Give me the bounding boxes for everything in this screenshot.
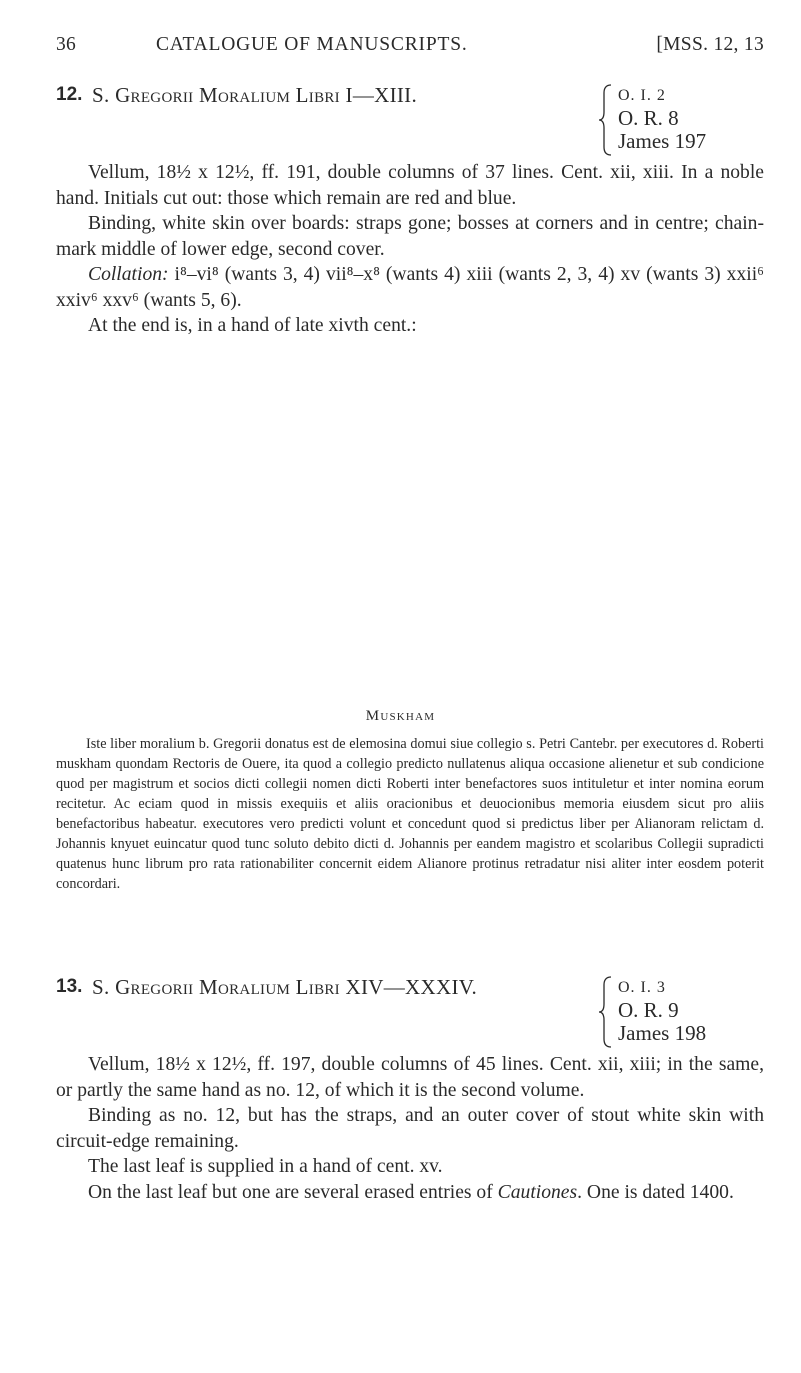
brace-icon xyxy=(598,84,612,156)
shelfmarks xyxy=(618,84,778,153)
brace-icon xyxy=(598,976,612,1048)
entry-13-description xyxy=(56,1052,764,1205)
latin-inscription: Iste liber moralium b. Gregorii donatus est de elemosina domui siue collegio s. Petri Cantebr. per executores d. Roberti muskham quondam Rectoris de Ouere, ita quod a collegio predicto nullatenus aliqua occasione alienetur et sub condicione quod per magistrum et socios dicti collegii nomen dicti Roberti inter benefactores suos intituletur et inter nomina eorum recitetur. Ac eciam quod in missis exequiis et aliis oracionibus et deuocionibus memoria eiusdem sicut pro aliis benefactoribus habeatur. executores vero predicti volunt et concedunt quod si predictus liber per Alianoram relictam d. Johannis knyuet euincatur quod tunc soluto debito dicti d. Johannis per eandem magistro et scolaribus Collegii supradicti quatenus hunc librum pro rata rationabiliter concernit eidem Alianore protinus retradatur nisi aliter inter eosdem poterit concordari. xyxy=(56,736,764,892)
description-paragraph: Vellum, 18½ x 12½, ff. 197, double columns of 45 lines. Cent. xii, xiii; in the same, or partly the same hand as no. 12, of which it is the second volume. xyxy=(56,1054,764,1101)
entry-13-heading xyxy=(56,976,764,1056)
entry-12-description xyxy=(56,160,764,339)
page-number: 36 xyxy=(56,34,77,55)
entry-number: 12. xyxy=(56,84,83,105)
binding-paragraph: Binding, white skin over boards: straps gone; bosses at corners and in centre; chain-mark middle of lower edge, second cover. xyxy=(56,213,764,260)
collation-label: Collation: xyxy=(88,264,169,285)
shelfmark-current: O. R. 8 xyxy=(618,106,679,130)
last-leaf-paragraph: The last leaf is supplied in a hand of cent. xv. xyxy=(88,1156,443,1177)
running-header xyxy=(56,34,764,64)
cautiones-paragraph xyxy=(56,1180,764,1206)
shelfmark-james: James 197 xyxy=(618,129,707,153)
shelfmark-current: O. R. 9 xyxy=(618,998,679,1022)
collation-text: i⁸–vi⁸ (wants 3, 4) vii⁸–x⁸ (wants 4) xiii (wants 2, 3, 4) xv (wants 3) xxii⁶ xxiv⁶ xxv⁶ (wants 5, 6). xyxy=(56,264,764,311)
cautiones-italic: Cautiones xyxy=(497,1181,578,1203)
description-paragraph: Vellum, 18½ x 12½, ff. 191, double columns of 37 lines. Cent. xii, xiii. In a noble hand. Initials cut out: those which remain are red and blue. xyxy=(56,162,764,209)
inscription-heading: Muskham xyxy=(365,708,436,724)
cautiones-text-b: . One is dated 1400. xyxy=(577,1181,734,1203)
entry-title: S. Gregorii Moralium Libri I—XIII. xyxy=(92,83,418,107)
running-title: CATALOGUE OF MANUSCRIPTS. xyxy=(156,34,468,55)
shelfmark-old: O. I. 3 xyxy=(618,979,666,996)
entry-title: S. Gregorii Moralium Libri XIV—XXXIV. xyxy=(92,975,478,999)
entry-12-heading xyxy=(56,84,764,164)
binding-paragraph: Binding as no. 12, but has the straps, and an outer cover of stout white skin with circuit-edge remaining. xyxy=(56,1105,764,1152)
cautiones-text-a: On the last leaf but one are several erased entries of xyxy=(88,1181,498,1203)
shelfmark-old: O. I. 2 xyxy=(618,87,666,104)
shelfmarks xyxy=(618,976,778,1045)
collation-paragraph xyxy=(56,262,764,313)
inscription-intro: At the end is, in a hand of late xivth cent.: xyxy=(88,315,417,336)
mss-range: [MSS. 12, 13 xyxy=(656,34,764,55)
shelfmark-james: James 198 xyxy=(618,1021,707,1045)
entry-number: 13. xyxy=(56,976,83,997)
